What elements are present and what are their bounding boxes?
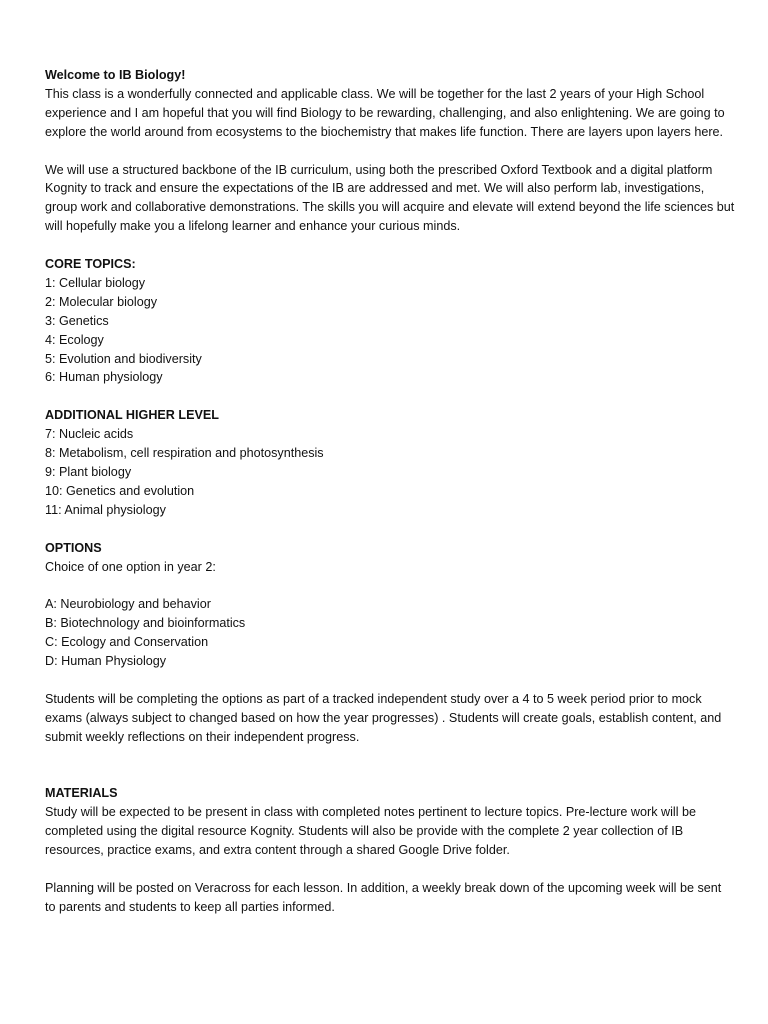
curriculum-paragraph: We will use a structured backbone of the IB curriculum, using both the prescribed Oxford Textbook and a digital platform Kognity to track and ensure the expectations of the IB are addressed and met. We will also perform lab, investigations, group work and collaborative demonstrations. The skills you will acquire and elevate will extend beyond the life sciences but will hopefully make you a lifelong learner and enhance your curious minds. — [45, 162, 735, 234]
list-item: 6: Human physiology — [45, 370, 163, 385]
list-item: 1: Cellular biology — [45, 275, 146, 290]
document-page — [45, 66, 735, 936]
list-item: C: Ecology and Conservation — [45, 635, 209, 650]
options-paragraph: Students will be completing the options as part of a tracked independent study over a 4 to 5 week period prior to mock exams (always subject to changed based on how the year progresses) . Students will create goals, establish content, and submit weekly reflections on their independent progress. — [45, 691, 722, 744]
list-item: B: Biotechnology and bioinformatics — [45, 616, 246, 631]
materials-heading: MATERIALS — [45, 786, 118, 801]
intro-paragraph: This class is a wonderfully connected and applicable class. We will be together for the last 2 years of your High School experience and I am hopeful that you will find Biology to be rewarding, challenging, and also enlightening. We are going to explore the world around from ecosystems to the biochemistry that makes life function. There are layers upon layers here. — [45, 86, 725, 139]
list-item: 11: Animal physiology — [45, 502, 166, 517]
list-item: 7: Nucleic acids — [45, 427, 134, 442]
higher-level-heading: ADDITIONAL HIGHER LEVEL — [45, 408, 219, 423]
materials-section — [45, 784, 735, 860]
list-item: 10: Genetics and evolution — [45, 483, 195, 498]
core-topics-heading: CORE TOPICS: — [45, 257, 136, 272]
list-item: 2: Molecular biology — [45, 294, 158, 309]
options-heading: OPTIONS — [45, 540, 102, 555]
options-list — [45, 595, 735, 671]
options-subheading: Choice of one option in year 2: — [45, 559, 216, 574]
list-item: 8: Metabolism, cell respiration and photosynthesis — [45, 446, 324, 461]
list-item: 9: Plant biology — [45, 464, 132, 479]
list-item: 3: Genetics — [45, 313, 109, 328]
list-item: D: Human Physiology — [45, 654, 167, 669]
planning-paragraph: Planning will be posted on Veracross for each lesson. In addition, a weekly break down of the upcoming week will be sent to parents and students to keep all parties informed. — [45, 880, 722, 914]
section-spacer — [45, 765, 735, 784]
list-item: 5: Evolution and biodiversity — [45, 351, 202, 366]
higher-level-section — [45, 406, 735, 519]
materials-paragraph: Study will be expected to be present in class with completed notes pertinent to lecture topics. Pre-lecture work will be completed using the digital resource Kognity. Students will also be provide with the complete 2 year collection of IB resources, practice exams, and extra content through a shared Google Drive folder. — [45, 805, 697, 858]
welcome-title: Welcome to IB Biology! — [45, 68, 186, 82]
core-topics-section — [45, 255, 735, 387]
options-section — [45, 539, 735, 577]
list-item: A: Neurobiology and behavior — [45, 597, 211, 612]
list-item: 4: Ecology — [45, 332, 104, 347]
